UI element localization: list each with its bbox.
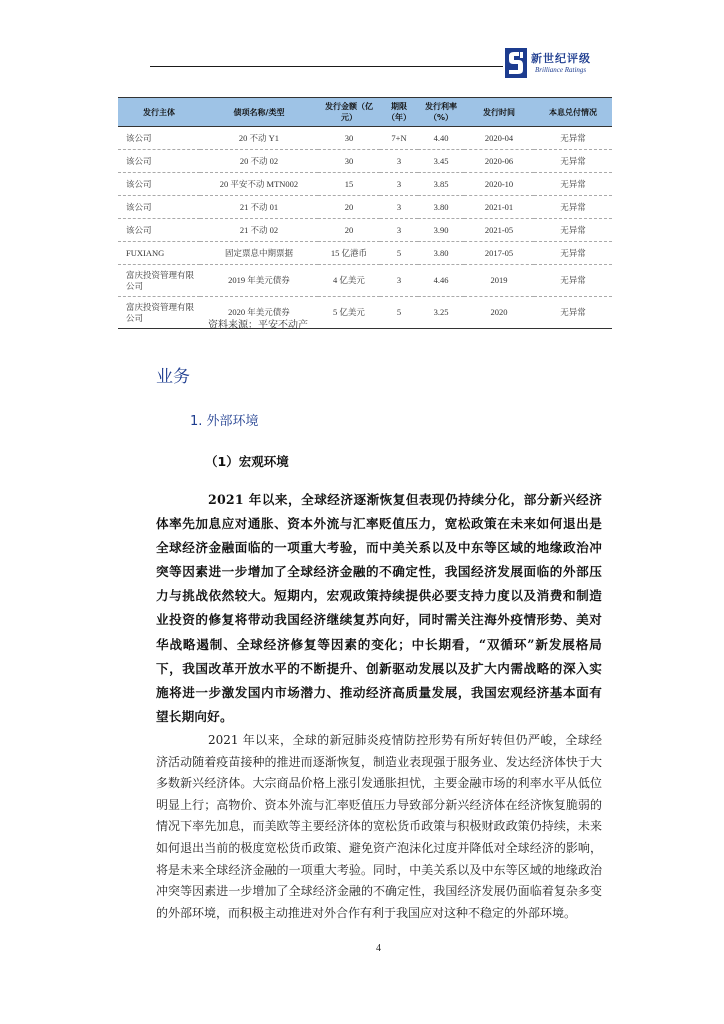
table-source-note: 资料来源：平安不动产 — [208, 320, 308, 331]
cell-issuer: 富庆投资管理有限公司 — [118, 297, 200, 329]
table-row — [118, 127, 612, 150]
cell-bond-name: 21 不动 02 — [200, 219, 318, 242]
cell-term: 3 — [380, 219, 418, 242]
body-paragraph: 2021 年以来，全球的新冠肺炎疫情防控形势有所好转但仍严峻，全球经济活动随着疫苗接种的推进而逐渐恢复，制造业表现强于服务业、发达经济体快于大多数新兴经济体。大宗商品价格上涨引发通胀担忧，主要金融市场的利率水平从低位明显上行；高物价、资本外流与汇率贬值压力导致部分新兴经济体在经济恢复脆弱的情况下率先加息，而美欧等主要经济体的宽松货币政策与积极财政政策仍持续，未来如何退出当前的极度宽松货币政策、避免资产泡沫化过度并降低对全球经济的影响，将是未来全球经济金融的一项重大考验。同时，中美关系以及中东等区域的地缘政治冲突等因素进一步增加了全球经济金融的不确定性，我国经济发展仍面临着复杂多变的外部环境，而积极主动推进对外合作有利于我国应对这种不稳定的外部环境。 — [156, 733, 602, 920]
cell-issue-date: 2020 — [464, 297, 534, 329]
header-bond-name: 债项名称/类型 — [200, 98, 318, 127]
logo-text-cn: 新世纪评级 — [531, 52, 591, 65]
cell-issuer: FUXIANG — [118, 242, 200, 265]
section-heading-business: 业务 — [156, 367, 190, 387]
cell-repayment: 无异常 — [534, 173, 612, 196]
table-row — [118, 173, 612, 196]
brand-logo — [505, 48, 591, 80]
cell-term: 3 — [380, 196, 418, 219]
cell-rate: 3.85 — [418, 173, 464, 196]
cell-issue-date: 2020-04 — [464, 127, 534, 150]
cell-bond-name: 20 不动 Y1 — [200, 127, 318, 150]
cell-bond-name: 20 平安不动 MTN002 — [200, 173, 318, 196]
header-rule — [150, 66, 503, 67]
cell-issuer: 该公司 — [118, 127, 200, 150]
table-row — [118, 219, 612, 242]
cell-amount: 15 — [318, 173, 380, 196]
cell-term: 7+N — [380, 127, 418, 150]
cell-issuer: 该公司 — [118, 150, 200, 173]
subsection-heading-external-environment: 1. 外部环境 — [190, 414, 259, 429]
cell-issuer: 该公司 — [118, 173, 200, 196]
header-term: 期限（年） — [380, 98, 418, 127]
cell-repayment: 无异常 — [534, 127, 612, 150]
cell-amount: 30 — [318, 150, 380, 173]
cell-term: 3 — [380, 265, 418, 297]
cell-amount: 20 — [318, 219, 380, 242]
table-row — [118, 265, 612, 297]
cell-term: 3 — [380, 150, 418, 173]
cell-issue-date: 2021-05 — [464, 219, 534, 242]
cell-bond-name: 2019 年美元债券 — [200, 265, 318, 297]
cell-issue-date: 2021-01 — [464, 196, 534, 219]
subsubsection-heading-macro-environment: （1）宏观环境 — [205, 454, 289, 469]
header-rate: 发行利率（%） — [418, 98, 464, 127]
cell-issue-date: 2017-05 — [464, 242, 534, 265]
table-row — [118, 242, 612, 265]
table-row — [118, 297, 612, 329]
cell-term: 5 — [380, 297, 418, 329]
table-header-row — [118, 98, 612, 127]
logo-mark-icon — [505, 48, 527, 78]
cell-repayment: 无异常 — [534, 242, 612, 265]
cell-repayment: 无异常 — [534, 219, 612, 242]
cell-term: 3 — [380, 173, 418, 196]
cell-rate: 3.90 — [418, 219, 464, 242]
cell-issue-date: 2020-06 — [464, 150, 534, 173]
cell-amount: 4 亿美元 — [318, 265, 380, 297]
header-repayment: 本息兑付情况 — [534, 98, 612, 127]
cell-rate: 3.45 — [418, 150, 464, 173]
cell-rate: 3.25 — [418, 297, 464, 329]
cell-rate: 3.80 — [418, 196, 464, 219]
cell-rate: 4.40 — [418, 127, 464, 150]
cell-amount: 15 亿港币 — [318, 242, 380, 265]
cell-repayment: 无异常 — [534, 150, 612, 173]
header-issue-date: 发行时间 — [464, 98, 534, 127]
table-row — [118, 150, 612, 173]
cell-issuer: 该公司 — [118, 196, 200, 219]
cell-bond-name: 固定票息中期票据 — [200, 242, 318, 265]
cell-issue-date: 2019 — [464, 265, 534, 297]
cell-repayment: 无异常 — [534, 297, 612, 329]
table-row — [118, 196, 612, 219]
cell-amount: 30 — [318, 127, 380, 150]
summary-paragraph: 2021 年以来，全球经济逐渐恢复但表现仍持续分化，部分新兴经济体率先加息应对通胀、资本外流与汇率贬值压力，宽松政策在未来如何退出是全球经济金融面临的一项重大考验，而中美关系以及中东等区域的地缘政治冲突等因素进一步增加了全球经济金融的不确定性，我国经济发展面临的外部压力与挑战依然较大。短期内，宏观政策持续提供必要支持力度以及消费和制造业投资的修复将带动我国经济继续复苏向好，同时需关注海外疫情形势、美对华战略遏制、全球经济修复等因素的变化；中长期看，“双循环”新发展格局下，我国改革开放水平的不断提升、创新驱动发展以及扩大内需战略的深入实施将进一步激发国内市场潜力、推动经济高质量发展，我国宏观经济基本面有望长期向好。 — [156, 492, 602, 724]
cell-rate: 4.46 — [418, 265, 464, 297]
logo-text-en: Brilliance Ratings — [535, 66, 587, 74]
cell-repayment: 无异常 — [534, 265, 612, 297]
cell-amount: 20 — [318, 196, 380, 219]
page-number: 4 — [376, 943, 381, 954]
cell-issue-date: 2020-10 — [464, 173, 534, 196]
cell-bond-name: 2020 年美元债券 — [200, 297, 318, 329]
cell-amount: 5 亿美元 — [318, 297, 380, 329]
cell-issuer: 该公司 — [118, 219, 200, 242]
cell-bond-name: 20 不动 02 — [200, 150, 318, 173]
cell-rate: 3.80 — [418, 242, 464, 265]
cell-term: 5 — [380, 242, 418, 265]
bond-issuance-table — [118, 97, 612, 329]
cell-issuer: 富庆投资管理有限公司 — [118, 265, 200, 297]
cell-bond-name: 21 不动 01 — [200, 196, 318, 219]
header-issuer: 发行主体 — [118, 98, 200, 127]
header-amount: 发行金额（亿元） — [318, 98, 380, 127]
cell-repayment: 无异常 — [534, 196, 612, 219]
